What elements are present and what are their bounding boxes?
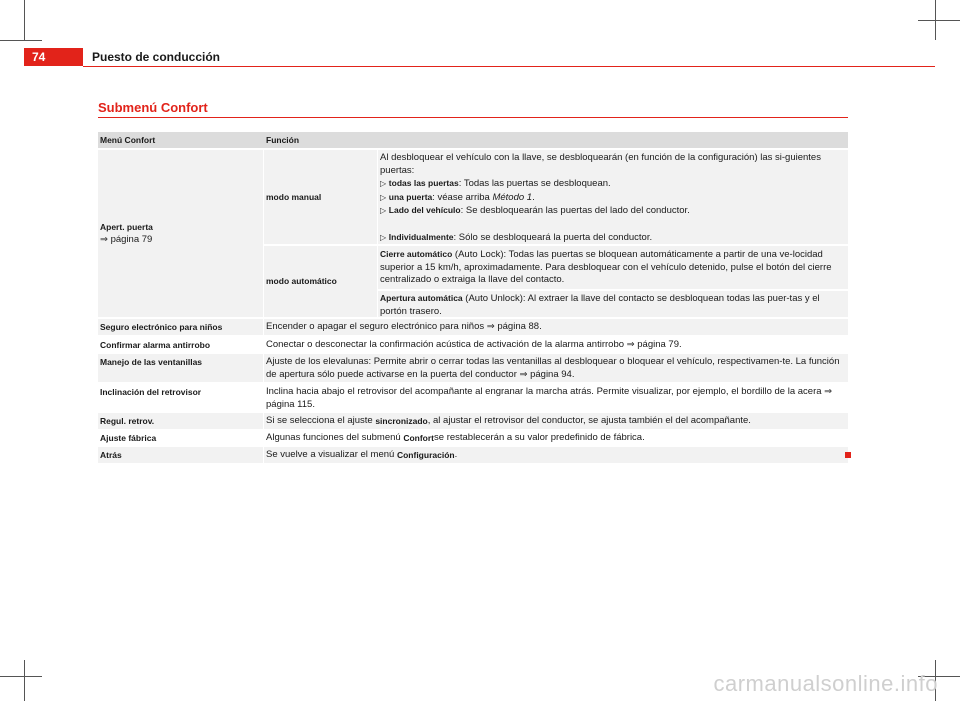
header-rule bbox=[83, 66, 935, 67]
menu-cell-regul-retrov: Regul. retrov. bbox=[98, 413, 263, 429]
crop-mark bbox=[0, 40, 42, 41]
crop-mark bbox=[935, 0, 936, 40]
modo-manual-intro: Al desbloquear el vehículo con la llave, se desbloquearán (en función de la configuración) las si-guientes puertas: bbox=[380, 152, 821, 176]
crop-mark bbox=[24, 0, 25, 40]
menu-cell-atras: Atrás bbox=[98, 447, 263, 463]
menu-cell-ventanillas: Manejo de las ventanillas bbox=[98, 354, 263, 382]
triangle-bullet-icon: ▷ bbox=[380, 192, 387, 202]
section-title: Submenú Confort bbox=[98, 100, 208, 115]
apertura-automatica-cell: Apertura automática (Auto Unlock): Al extraer la llave del contacto se desbloquean todas las puer-tas y el portón trasero. bbox=[378, 291, 848, 317]
modo-automatico-label: modo automático bbox=[266, 276, 337, 287]
menu-cell-retrovisor: Inclinación del retrovisor bbox=[98, 384, 263, 412]
apert-puerta-ref: ⇒ página 79 bbox=[100, 233, 153, 245]
crop-mark bbox=[24, 660, 25, 701]
cierre-automatico-cell: Cierre automático (Auto Lock): Todas las puertas se bloquean automáticamente a partir de una ve-locidad superior a 15 km/h, aproximadamente. Para desbloquear con el vehículo detenido, pulse el botón del cierre centralizado o extraiga la llave del contacto. bbox=[378, 246, 848, 289]
apert-puerta-cell bbox=[98, 150, 263, 317]
modo-manual-cell bbox=[264, 150, 377, 244]
section-rule bbox=[98, 117, 848, 118]
function-cell-ajuste-fabrica: Algunas funciones del submenú Confort se restablecerán a su valor predefinido de fábrica. bbox=[264, 430, 848, 446]
menu-cell-seguro: Seguro electrónico para niños bbox=[98, 319, 263, 335]
triangle-bullet-icon: ▷ bbox=[380, 232, 387, 242]
column-header-menu: Menú Confort bbox=[98, 132, 264, 148]
option-todas-las-puertas: ▷ todas las puertas: Todas las puertas se desbloquean. bbox=[380, 178, 611, 189]
apert-puerta-label: Apert. puerta bbox=[100, 222, 153, 232]
crop-mark bbox=[0, 676, 42, 677]
option-una-puerta: ▷ una puerta: véase arriba Método 1. bbox=[380, 191, 535, 203]
modo-automatico-cell bbox=[264, 246, 377, 317]
option-lado-del-vehiculo: ▷ Lado del vehículo: Se desbloquearán las puertas del lado del conductor. bbox=[380, 205, 690, 216]
menu-cell-alarma: Confirmar alarma antirrobo bbox=[98, 337, 263, 353]
function-cell-seguro: Encender o apagar el seguro electrónico para niños ⇒ página 88. bbox=[264, 319, 848, 335]
triangle-bullet-icon: ▷ bbox=[380, 206, 387, 215]
function-cell-regul-retrov: Si se selecciona el ajuste sincronizado , al ajustar el retrovisor del conductor, se ajusta también el del acompañante. bbox=[264, 413, 848, 429]
column-header-function: Función bbox=[264, 132, 848, 148]
option-individualmente: ▷ Individualmente: Sólo se desbloqueará la puerta del conductor. bbox=[380, 231, 653, 243]
triangle-bullet-icon: ▷ bbox=[380, 179, 387, 188]
function-cell-retrovisor: Inclina hacia abajo el retrovisor del acompañante al engranar la marcha atrás. Permite visualizar, por ejemplo, el bordillo de la acera ⇒ página 115. bbox=[264, 384, 848, 412]
crop-mark bbox=[918, 20, 960, 21]
function-cell-alarma: Conectar o desconectar la confirmación acústica de activación de la alarma antirrobo ⇒ página 79. bbox=[264, 337, 848, 353]
section-end-marker bbox=[845, 452, 851, 458]
watermark: carmanualsonline.info bbox=[713, 671, 938, 696]
modo-manual-description bbox=[378, 150, 848, 244]
menu-cell-ajuste-fabrica: Ajuste fábrica bbox=[98, 430, 263, 446]
function-cell-ventanillas: Ajuste de los elevalunas: Permite abrir o cerrar todas las ventanillas al desbloquear o bloquear el vehículo, respectivamen-te. La función de apertura sólo puede activarse en la puerta del conductor ⇒ página 94. bbox=[264, 354, 848, 382]
page-number: 74 bbox=[24, 48, 83, 66]
running-title: Puesto de conducción bbox=[92, 50, 221, 64]
function-cell-atras: Se vuelve a visualizar el menú Configuración . bbox=[264, 447, 848, 463]
modo-manual-label: modo manual bbox=[266, 191, 322, 202]
